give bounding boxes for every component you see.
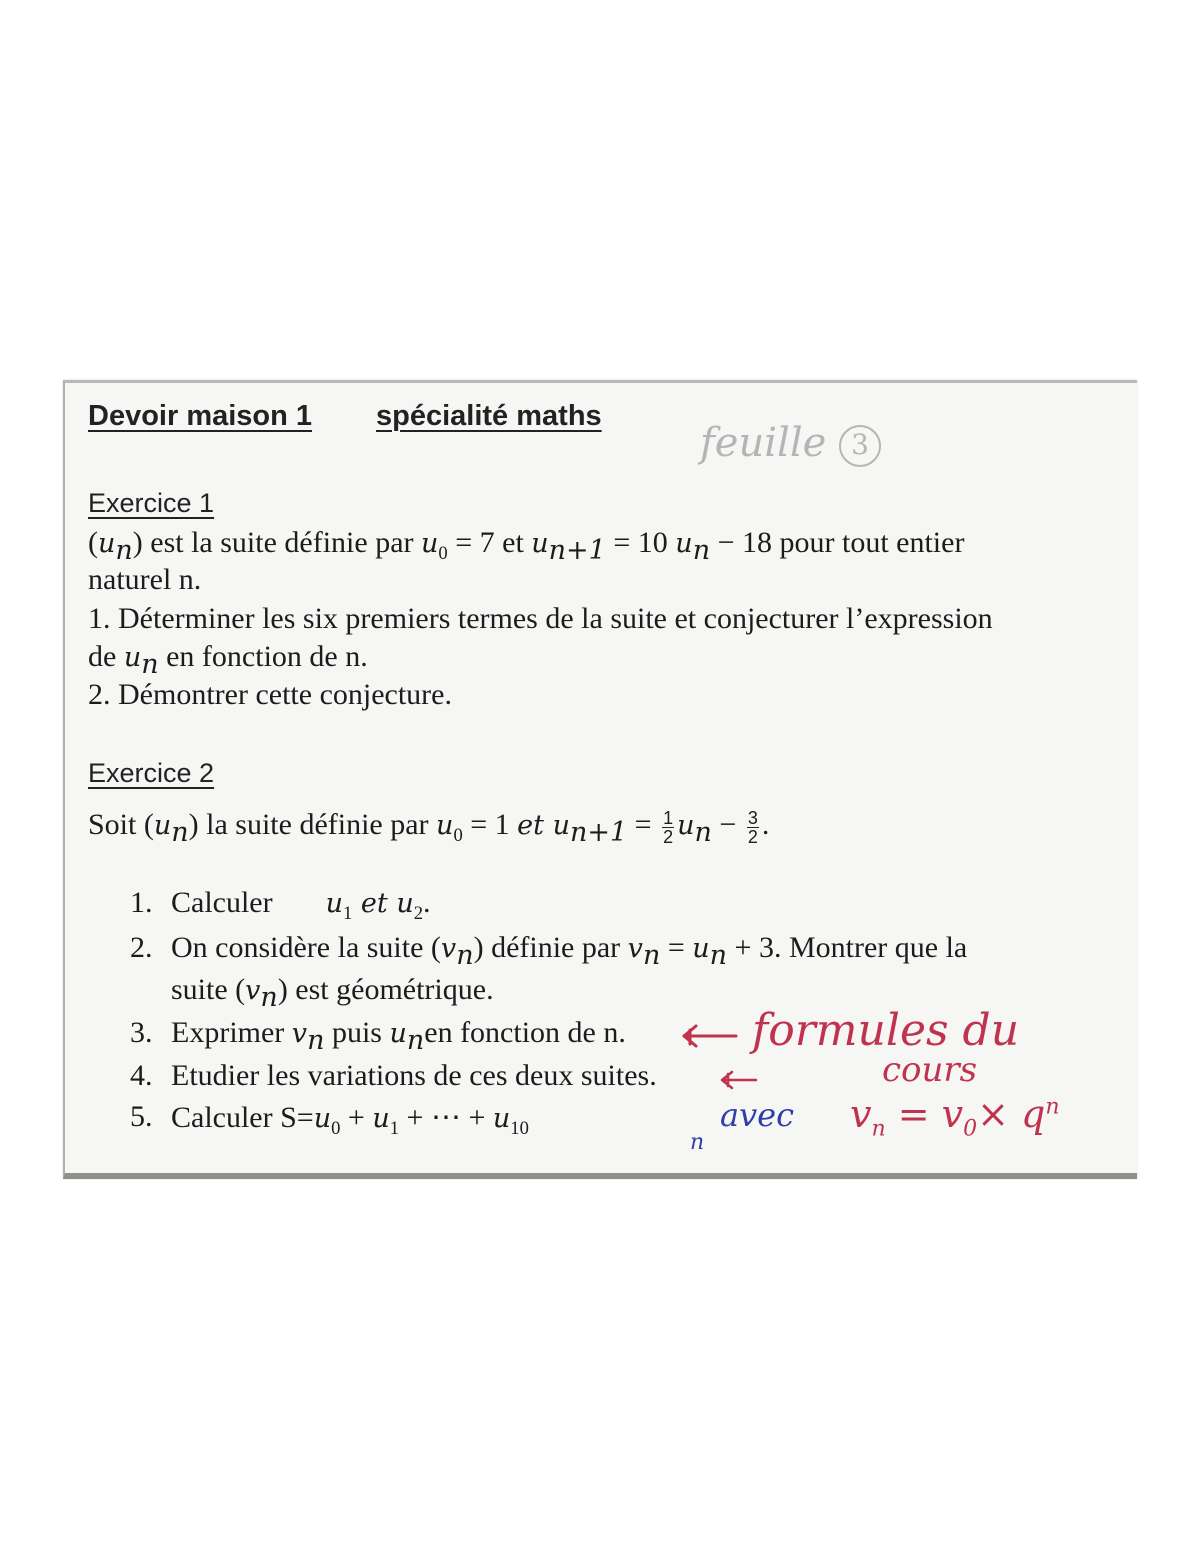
arrow-left-icon — [676, 1022, 738, 1048]
list-number-5: 5. — [130, 1100, 153, 1133]
exercise2-question1: Calculer $u_1$ et $u_2$. — [171, 886, 431, 924]
assignment-title: Devoir maison 1 — [88, 400, 313, 432]
handwritten-note-avec: avec — [720, 1096, 795, 1134]
arrow-left-icon — [716, 1068, 760, 1090]
handwritten-sheet-label: feuille 3 — [700, 420, 881, 467]
exercise1-question1: 1. Déterminer les six premiers termes de la suite et conjecturer l’expression — [88, 602, 993, 635]
sheet-number-circle: 3 — [839, 425, 881, 467]
exercise1-line2: naturel n. — [88, 563, 202, 596]
handwritten-note-cours: cours — [882, 1050, 978, 1090]
exercise2-question2-continued: suite $(v_n)$ est géométrique. — [171, 973, 494, 1013]
handwritten-note-formulas: formules du — [752, 1005, 1020, 1056]
exercise2-question4: Etudier les variations de ces deux suites. — [171, 1059, 657, 1092]
handwritten-geometric-formula: $v_n = v_0\times q^n$ — [850, 1092, 1060, 1142]
exercise2-question2: On considère la suite $(v_n)$ définie par $v_n = u_n + 3$. Montrer que la — [171, 931, 968, 971]
list-number-4: 4. — [130, 1059, 153, 1092]
assignment-subject: spécialité maths — [376, 400, 602, 432]
list-number-3: 3. — [130, 1016, 153, 1049]
fraction-three-halves: $\frac{3}{2}$ — [747, 807, 758, 847]
exercise1-title: Exercice 1 — [88, 488, 215, 518]
list-number-2: 2. — [130, 931, 153, 964]
exercise1-line4: de $u_n$ en fonction de n. — [88, 640, 368, 680]
exercise1-question2: 2. Démontrer cette conjecture. — [88, 678, 452, 711]
handwritten-blue-n: n — [690, 1130, 705, 1155]
fraction-one-half: $\frac{1}{2}$ — [663, 807, 674, 847]
exercise1-line1: $(u_n)$ est la suite définie par $u_0 = 7$ et $u_{n+1} = 10$ $u_n - 18$ pour tout entier — [88, 526, 965, 566]
exercise2-intro: Soit $(u_n)$ la suite définie par $u_0 = 1$ et $u_{n+1}$ = $\frac{1}{2}$ $u_n$ − $\frac{3}{2}$ . — [88, 807, 770, 848]
exercise2-question3: Exprimer $v_n$ puis $u_nen$ fonction de n. — [171, 1016, 626, 1056]
list-number-1: 1. — [130, 886, 153, 919]
exercise2-question5: Calculer $S=u_0 + u_1$ + ⋯ + $u_{10}$ — [171, 1101, 529, 1139]
exercise2-title: Exercice 2 — [88, 758, 215, 788]
